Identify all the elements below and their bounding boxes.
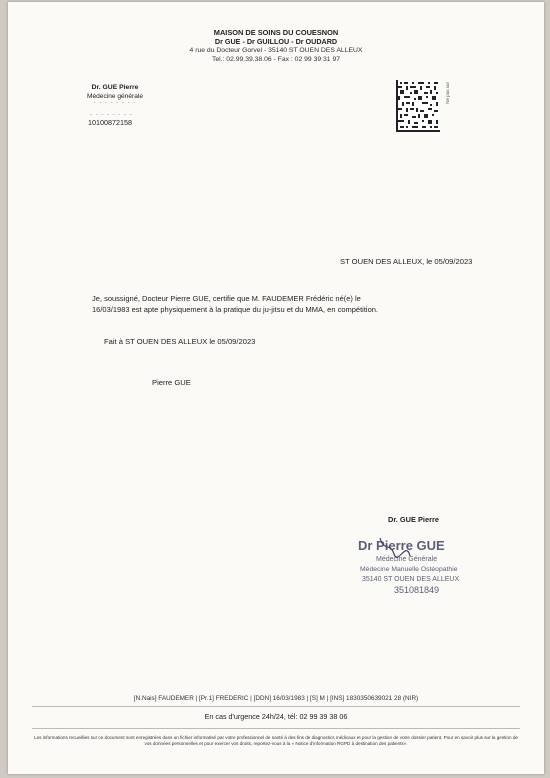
barcode-label: Ne pas sur	[445, 82, 450, 104]
document-page	[8, 2, 544, 774]
gdpr-notice: Les informations recueillies sur ce document sont enregistrées dans un fichier informatisé par votre professionnel de santé à des fins de diagnostics médicaux et pour la gestion de votre dossier patient. Pour en savoir plus sur la gestion de vos données personnelles et pour exercer vos droits, reportez-vous à la « Notice d'information RGPD à destination des patients».	[34, 735, 518, 746]
right-doctor-name: Dr. GUE Pierre	[388, 515, 439, 524]
stamp-line-2: Médecine Générale	[376, 556, 438, 563]
made-at-line: Fait à ST OUEN DES ALLEUX le 05/09/2023	[104, 337, 256, 346]
patient-identity: [N.Nais] FAUDEMER | [Pr.1] FREDERIC | [DDN] 16/03/1983 | [S] M | [INS] 1830350639021 28 (NIR)	[133, 695, 419, 702]
stamp-line-4: 35140 ST OUEN DES ALLEUX	[362, 576, 460, 583]
doctor-dots: - - - - - - - -	[93, 100, 137, 106]
clinic-name: MAISON DE SOINS DU COUESNON	[213, 28, 339, 37]
date-line: ST OUEN DES ALLEUX, le 05/09/2023	[340, 257, 473, 266]
footer-divider	[32, 706, 520, 707]
datamatrix-barcode-icon	[396, 80, 440, 132]
certificate-body	[92, 293, 462, 315]
footer-divider	[32, 728, 520, 729]
stamp-line-1: Dr Pierre GUE	[358, 538, 445, 553]
signature-name: Pierre GUE	[152, 378, 191, 387]
doctor-stamp	[350, 534, 480, 602]
doctor-specialty: Médecine générale	[86, 93, 144, 100]
clinic-doctors: Dr GUE - Dr GUILLOU - Dr OUDARD	[214, 37, 338, 46]
rpps-dots: - - - - - - - -	[90, 112, 133, 118]
emergency-line: En cas d'urgence 24h/24, tél: 02 99 39 38 06	[204, 712, 348, 721]
doctor-block	[70, 83, 160, 106]
doctor-name: Dr. GUE Pierre	[91, 84, 139, 91]
stamp-line-5: 351081849	[394, 585, 440, 595]
rpps-number: 10100872158	[88, 118, 132, 127]
clinic-header	[8, 28, 544, 64]
certificate-line-2: 16/03/1983 est apte physiquement à la pratique du ju-jitsu et du MMA, en compétition.	[92, 305, 379, 314]
clinic-phone-fax: Tel.: 02.99.39.38.06 - Fax : 02 99 39 31 97	[211, 56, 341, 63]
certificate-line-1: Je, soussigné, Docteur Pierre GUE, certifie que M. FAUDEMER Frédéric né(e) le	[92, 294, 361, 303]
stamp-line-3: Médecine Manuelle Ostéopathie	[360, 566, 458, 573]
clinic-address: 4 rue du Docteur Gorvel - 35140 ST OUEN DES ALLEUX	[189, 47, 363, 54]
